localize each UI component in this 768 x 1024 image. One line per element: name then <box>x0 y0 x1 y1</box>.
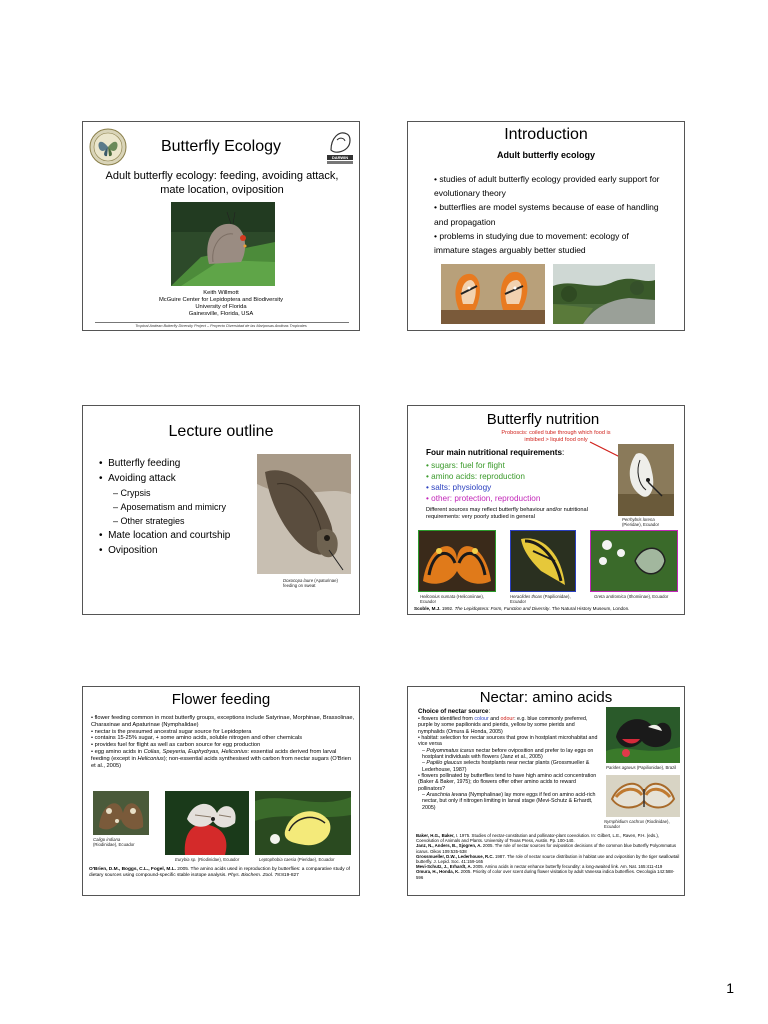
reference: Grossmueller, D.W., Lederhouse, R.C. 1987. The role of nectar source distribution in habitat use and oviposition by the tiger swallowtail butterfly. J. Lepid. Soc. 41:159-165 <box>416 853 680 865</box>
author-affiliation: McGuire Center for Lepidoptera and Biodiversity <box>158 297 284 303</box>
parides-caption: Parides agavus (Papilionidae), Brazil <box>606 765 677 770</box>
outline-item: • Avoiding attack <box>99 473 176 484</box>
heraclides-caption: Heraclides thoas (Papilionidae), Ecuador <box>510 594 571 604</box>
slide-title: Introduction <box>504 126 588 143</box>
section-heading: Adult butterfly ecology <box>496 150 595 160</box>
forest-river-photo <box>553 264 655 324</box>
darwin-logo-text: DARWIN <box>331 155 349 160</box>
leptophobia-photo <box>255 791 351 855</box>
bullet: • provides fuel for flight as well as carbon source for egg production <box>91 742 261 749</box>
doxocopa-butterfly-photo <box>257 454 351 574</box>
slide-title: Butterfly Ecology <box>160 138 282 155</box>
hairstreak-butterfly-photo <box>171 202 275 286</box>
req-item: • sugars: fuel for flight <box>426 461 505 470</box>
req-item: • amino acids: reproduction <box>426 472 525 481</box>
slide-title: Lecture outline <box>168 423 274 440</box>
footer-divider <box>95 322 349 323</box>
eurybia-photo <box>165 791 249 855</box>
req-item: • other: protection, reproduction <box>426 494 541 503</box>
leptophobia-caption: Leptophobia caesia (Pieridae), Ecuador <box>259 857 335 862</box>
requirements-list <box>426 460 540 504</box>
eurybia-caption: Eurybia sp. (Riodinidae), Ecuador <box>175 857 240 862</box>
slide-nectar-amino-acids <box>407 686 685 896</box>
bullet: • habitat: selection for nectar sources that grow in hostplant microhabitat and vice versa <box>418 735 598 748</box>
bullet: • butterflies are model systems because of ease of handling and propagation <box>434 202 659 227</box>
photo-caption: Doxocopa laure (Apaturinae) feeding on sweat <box>283 578 338 588</box>
slide-subtitle: Adult butterfly ecology: feeding, avoiding attack, mate location, oviposition <box>105 170 339 196</box>
reference: Mevi-Schutz, J., Erhardt, A. 2005. Amino acids in nectar enhance butterfly fecundity: a long-awaited link. Am. Nat. 165:411-419 <box>416 864 663 870</box>
slide-title: Nectar: amino acids <box>479 689 613 706</box>
slide-flower-feeding <box>82 686 360 896</box>
author-city: Gainesville, Florida, USA <box>188 311 254 317</box>
slide-lecture-outline <box>82 405 360 615</box>
flower-feeding-bullets <box>91 715 355 769</box>
glasswing-butterflies-photo <box>441 264 545 324</box>
greta-photo <box>590 530 678 592</box>
proboscis-note: Proboscis: coiled tube through which food is imbibed > liquid food only <box>501 430 611 443</box>
bullet: • nectar is the presumed ancestral sugar source for Lepidoptera <box>91 728 252 735</box>
bullet: • egg amino acids in Colias, Speyeria, Euphydryas, Heliconius: essential acids derived from larval feeding (except in Heliconius); non-essential acids synthesised with carbon from nectar sugars (O'Brien et al., 2005) <box>91 748 352 769</box>
outline-item: • Butterfly feeding <box>99 458 181 469</box>
req-item: • salts: physiology <box>426 483 492 492</box>
outline-subitem: – Other strategies <box>113 516 185 526</box>
reference: Baker, H.G., Baker, I. 1975. Studies of nectar-constitution and pollinator-plant coevolution. In: Gilbert, L.E., Raven, P.H. (eds.), Coevolution of Animals and Plants. University of Texas Press, Austin. Pp. 100-140. <box>416 833 660 844</box>
outline-item: • Mate location and courtship <box>99 530 231 541</box>
choice-heading: Choice of nectar source: <box>418 708 491 715</box>
nymphidium-caption: Nymphidium cachrus (Riodinidae), Ecuador <box>604 819 670 829</box>
outline-list <box>99 456 259 558</box>
reference: Omura, H., Honda, K. 2005. Priority of color over scent during flower visitation by adult Vanessa indica butterflies. Oecologia 142:588-596 <box>416 869 675 880</box>
outline-subitem: – Aposematism and mimicry <box>113 502 227 512</box>
slide-title: Butterfly nutrition <box>486 411 600 428</box>
reference: O'Brien, D.M., Boggs, C.L., Fogel, M.L. 2005. The amino acids used in reproduction by butterflies: a comparative study of dietary sources using compound-specific stable isotope analysis. Phys. Biochem. Zool. 78:819-827 <box>89 867 350 878</box>
nectar-bullets <box>418 716 602 811</box>
bullet: • studies of adult butterfly ecology provided early support for evolutionary theory <box>434 174 660 199</box>
requirements-heading: Four main nutritional requirements: <box>426 448 565 457</box>
references <box>416 833 680 880</box>
slide-footer: Tropical Andean Butterfly Diversity Project – Proyecto Diversidad de las Mariposas Andinas Tropicales <box>135 324 307 328</box>
sub-bullet: – Papilio glaucus selects hostplants near nectar plants (Grossmueller & Lederhouse, 1987) <box>422 760 590 773</box>
heliconius-caption: Heliconius numata (Heliconiinae), Ecuador <box>420 594 485 604</box>
intro-bullets <box>434 172 666 257</box>
darwin-initiative-logo <box>325 126 355 166</box>
slide-butterfly-nutrition <box>407 405 685 615</box>
heraclides-photo <box>510 530 576 592</box>
bullet: • flower feeding common in most butterfly groups, exceptions include Satyrinae, Morphinae, Brassolinae, Charaxinae and Apaturinae (Nymphalidae) <box>91 715 355 728</box>
slide-butterfly-ecology <box>82 121 360 331</box>
nutrition-note: Different sources may reflect butterfly behaviour and/or nutritional requirements: very poorly studied in general <box>426 507 588 520</box>
reference: Scoble, M.J. 1992. The Lepidoptera: Form, Function and Diversity. The Natural History Museum, London. <box>414 606 630 611</box>
perrhybris-photo <box>618 444 674 516</box>
bullet: • flowers pollinated by butterflies tend to have high amino acid concentration (Baker & Baker, 1975); do flowers offer other amino acids to reward pollinators? <box>418 773 597 792</box>
author-name: Keith Willmott <box>203 290 239 296</box>
sub-bullet: – Polyommatus icarus nectar before oviposition and prefer to lay eggs on hostplant individuals with flowers (Janz et al., 2005) <box>422 747 594 761</box>
slide-title: Flower feeding <box>171 691 271 708</box>
reference: Janz, N., Anders, B., Sjogren, A. 2005. The role of nectar sources for oviposition decisions of the common blue butterfly Polyommatus icarus. Oikos 109:535-538 <box>416 843 677 854</box>
bullet: • problems in studying due to movement: ecology of immature stages arguably better studied <box>434 230 629 256</box>
page-number: 1 <box>726 980 734 996</box>
slide-introduction <box>407 121 685 331</box>
author-university: University of Florida <box>195 304 247 310</box>
nymphidium-photo <box>606 775 680 817</box>
perrhybris-caption: Perrhybris lorena (Pieridae), Ecuador <box>622 517 660 527</box>
sub-bullet: – Araschnia levana (Nymphalinae) lay more eggs if fed on amino acid-rich nectar, but only if nitrogen limiting in larval stage (Mevi-Schutz & Erhardt, 2005) <box>422 792 596 811</box>
caligo-photo <box>93 791 149 835</box>
outline-item: • Oviposition <box>99 545 158 556</box>
heliconius-photo <box>418 530 496 592</box>
greta-caption: Greta andromica (Ithomiinae), Ecuador <box>594 594 669 599</box>
parides-photo <box>606 707 680 763</box>
bullet: • flowers identified from colour and odour: e.g. blue commonly preferred, purple by some papilionids and pierids, yellow by some pierids and nymphalids (Omura & Honda, 2005) <box>418 716 588 735</box>
bullet: • contains 15-25% sugar, + some amino acids, soluble nitrogen and other chemicals <box>91 735 303 742</box>
outline-subitem: – Crypsis <box>113 488 151 498</box>
caligo-caption: Caligo indiana (Riodinidae), Ecuador <box>93 837 135 847</box>
